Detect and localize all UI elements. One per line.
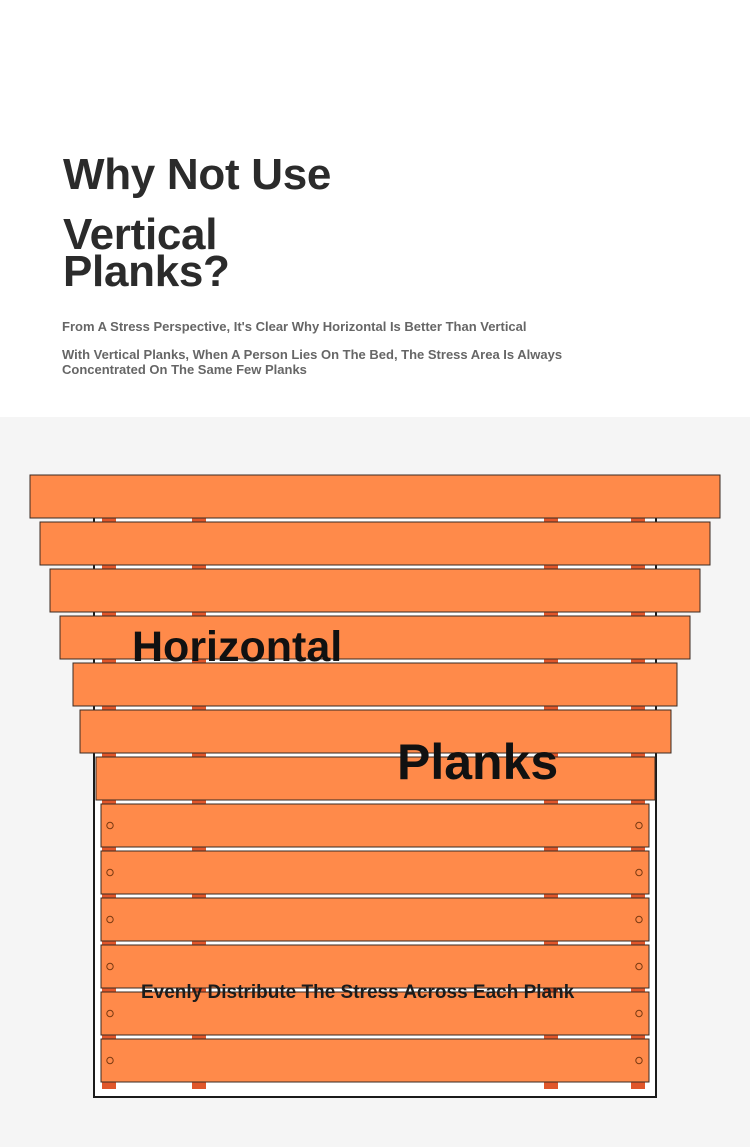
bed-slat-illustration	[0, 417, 750, 1147]
subtitle-stress-perspective: From A Stress Perspective, It's Clear Why Horizontal Is Better Than Vertical	[62, 319, 527, 334]
plank	[101, 1039, 649, 1082]
plank	[50, 569, 700, 612]
title-line-3: Planks?	[63, 247, 230, 296]
title-line-2: Vertical	[63, 210, 218, 259]
title-line-1: Why Not Use	[63, 150, 332, 199]
plank	[30, 475, 720, 518]
plank	[80, 710, 671, 753]
plank	[96, 757, 655, 800]
label-horizontal: Horizontal	[132, 623, 343, 671]
caption-even-distribution: Evenly Distribute The Stress Across Each Plank	[141, 982, 575, 1003]
illustration-section	[0, 417, 750, 1147]
plank	[101, 804, 649, 847]
header-section	[0, 0, 750, 417]
label-planks: Planks	[397, 734, 559, 790]
plank	[40, 522, 710, 565]
subtitle-vertical-planks: With Vertical Planks, When A Person Lies On The Bed, The Stress Area Is Always Concentrated On The Same Few Planks	[62, 347, 563, 377]
plank	[101, 851, 649, 894]
plank	[101, 898, 649, 941]
